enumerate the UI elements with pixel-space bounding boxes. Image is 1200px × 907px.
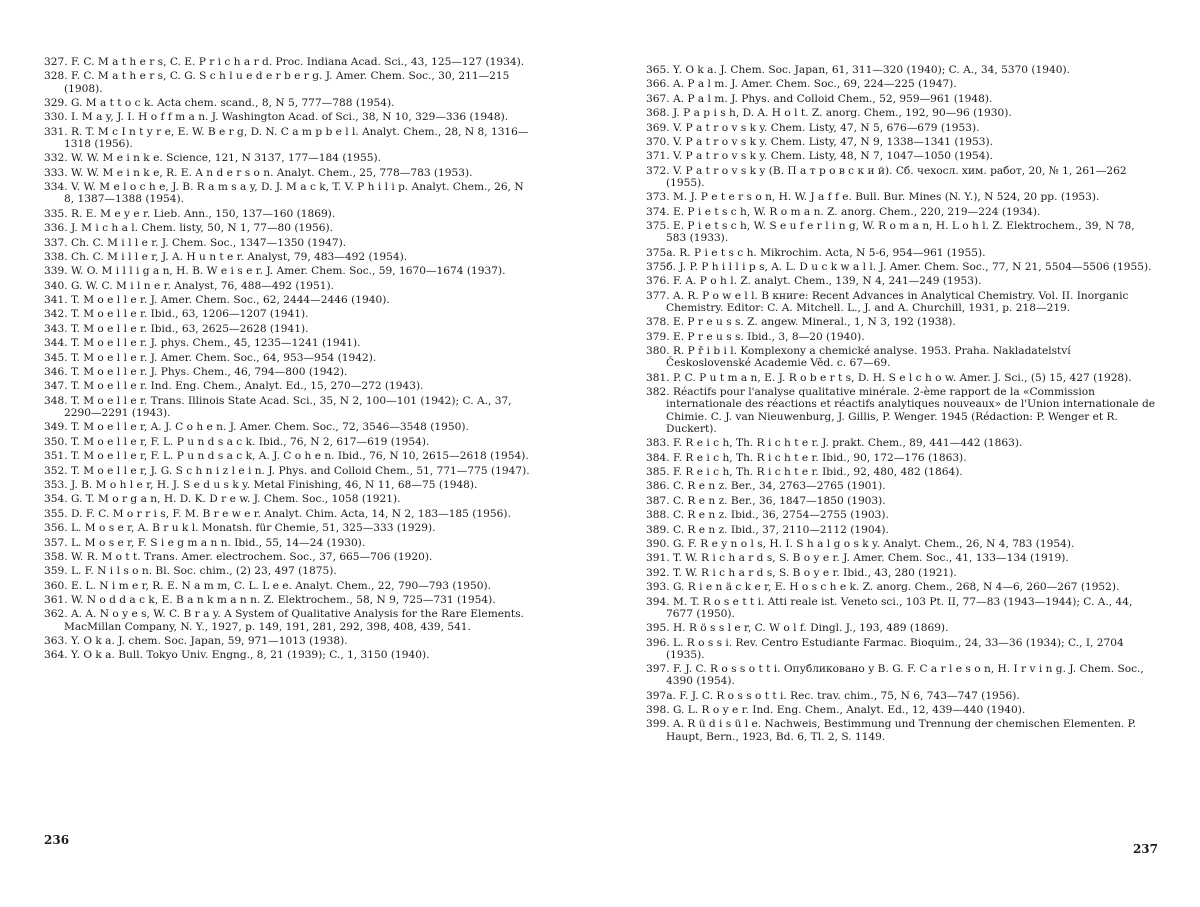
reference-text: T. W. R i c h a r d s, S. B o y e r. Ibid., 43, 280 (1921). xyxy=(672,566,957,579)
reference-entry xyxy=(44,436,534,448)
reference-text: I. M a y, J. I. H o f f m a n. J. Washington Acad. of Sci., 38, N 10, 329—336 (1948). xyxy=(70,111,509,124)
reference-text: T. M o e l l e r. Ind. Eng. Chem., Analyt. Ed., 15, 270—272 (1943). xyxy=(70,380,424,393)
reference-text: A. R. P o w e l l. В книге: Recent Advances in Analytical Chemistry. Vol. II. Inorganic Chemistry. Editor: C. A. Mitchell. L., J. and A. Churchill, 1931, p. 218—219. xyxy=(666,289,1129,315)
reference-number: 382. xyxy=(646,386,670,399)
reference-number: 335. xyxy=(44,207,68,220)
reference-number: 383. xyxy=(646,437,670,450)
reference-number: 392. xyxy=(646,566,670,579)
reference-number: 386. xyxy=(646,480,670,493)
reference-number: 359. xyxy=(44,565,68,578)
reference-number: 356. xyxy=(44,522,68,535)
reference-number: 343. xyxy=(44,322,68,335)
reference-entry xyxy=(44,70,534,94)
page-number: 236 xyxy=(44,833,70,847)
reference-number: 390. xyxy=(646,537,670,550)
reference-number: 352. xyxy=(44,464,68,477)
reference-entry xyxy=(646,509,1158,521)
reference-number: 395. xyxy=(646,622,670,635)
reference-text: F. J. C. R o s s o t t i. Опубликовано у В. G. F. C a r l e s o n, H. I r v i n g. J. Chem. Soc., 4390 (1954). xyxy=(666,663,1144,688)
reference-number: 371. xyxy=(646,150,670,163)
reference-text: F. A. P o h l. Z. analyt. Chem., 139, N 4, 241—249 (1953). xyxy=(672,275,982,288)
reference-entry xyxy=(646,704,1158,716)
reference-entry xyxy=(646,165,1158,189)
reference-entry xyxy=(44,551,534,563)
reference-text: F. R e i c h, Th. R i c h t e r. Ibid., 92, 480, 482 (1864). xyxy=(672,466,963,479)
reference-number: 370. xyxy=(646,135,670,148)
reference-entry xyxy=(646,386,1158,435)
reference-text: V. P a t r o v s k y. Chem. Listy, 47, N 5, 676—679 (1953). xyxy=(672,121,980,134)
reference-text: W. R. M o t t. Trans. Amer. electrochem. Soc., 37, 665—706 (1920). xyxy=(70,550,433,563)
reference-number: 372. xyxy=(646,164,670,177)
reference-entry xyxy=(44,280,534,292)
reference-text: Réactifs pour l'analyse qualitative minérale. 2-ème rapport de la «Commission internationale des réactions et réactifs analytiques nouveaux» de l'Union internationale de Chimie. C. J. van Nieuwenburg, J. Gillis, P. Wenger. 1945 (Rédaction: P. Wenger et R. Duckert). xyxy=(666,386,1156,435)
reference-entry xyxy=(44,649,534,661)
reference-text: V. W. M e l o c h e, J. B. R a m s a y, D. J. M a c k, T. V. P h i l i p. Analyt. Chem., 26, N 8, 1387—1388 (1954). xyxy=(64,181,524,206)
reference-text: T. M o e l l e r. J. Amer. Chem. Soc., 62, 2444—2446 (1940). xyxy=(70,294,390,307)
reference-text: L. M o s e r, A. B r u k l. Monatsh. für Chemie, 51, 325—333 (1929). xyxy=(70,522,436,535)
reference-number: 398. xyxy=(646,704,670,717)
reference-entry xyxy=(646,480,1158,492)
reference-number: 332. xyxy=(44,152,68,165)
reference-number: 331. xyxy=(44,125,68,138)
reference-number: 354. xyxy=(44,493,68,506)
reference-number: 366. xyxy=(646,78,670,91)
reference-number: 364. xyxy=(44,649,68,662)
reference-number: 397a. xyxy=(646,689,676,702)
reference-number: 353. xyxy=(44,478,68,491)
reference-entry xyxy=(646,122,1158,134)
reference-number: 330. xyxy=(44,111,68,124)
reference-entry xyxy=(646,637,1158,661)
reference-number: 368. xyxy=(646,107,670,120)
reference-text: E. P r e u s s. Z. angew. Mineral., 1, N 3, 192 (1938). xyxy=(672,316,956,329)
reference-entry xyxy=(44,167,534,179)
reference-number: 333. xyxy=(44,166,68,179)
reference-entry xyxy=(44,208,534,220)
reference-text: E. P i e t s c h, W. S e u f e r l i n g, W. R o m a n, H. L o h l. Z. Elektrochem., 39, N 78, 583 (1933). xyxy=(666,220,1135,245)
reference-entry xyxy=(646,552,1158,564)
reference-number: 377. xyxy=(646,289,670,302)
reference-text: L. F. N i l s o n. Bl. Soc. chim., (2) 23, 497 (1875). xyxy=(70,565,337,578)
reference-entry xyxy=(44,421,534,433)
reference-entry xyxy=(646,466,1158,478)
reference-entry xyxy=(44,265,534,277)
reference-text: E. P i e t s c h, W. R o m a n. Z. anorg. Chem., 220, 219—224 (1934). xyxy=(672,205,1041,218)
reference-text: V. P a t r o v s k y. Chem. Listy, 48, N 7, 1047—1050 (1954). xyxy=(672,150,993,163)
reference-text: R. E. M e y e r. Lieb. Ann., 150, 137—160 (1869). xyxy=(70,207,336,220)
reference-number: 362. xyxy=(44,608,68,621)
reference-number: 380. xyxy=(646,345,670,358)
reference-entry xyxy=(44,152,534,164)
reference-entry xyxy=(646,718,1158,742)
reference-entry xyxy=(646,567,1158,579)
reference-entry xyxy=(44,522,534,534)
reference-text: T. M o e l l e r, A. J. C o h e n. J. Amer. Chem. Soc., 72, 3546—3548 (1950). xyxy=(70,421,469,434)
reference-entry xyxy=(44,126,534,150)
reference-entry xyxy=(44,222,534,234)
reference-text: V. P a t r o v s k y. Chem. Listy, 47, N 9, 1338—1341 (1953). xyxy=(672,135,993,148)
reference-text: C. R e n z. Ibid., 36, 2754—2755 (1903). xyxy=(672,509,889,522)
reference-entry xyxy=(646,261,1158,273)
reference-text: G. R i e n ä c k e r, E. H o s c h e k. Z. anorg. Chem., 268, N 4—6, 260—267 (1952). xyxy=(672,581,1120,594)
reference-entry xyxy=(44,181,534,205)
reference-number: 357. xyxy=(44,536,68,549)
reference-text: G. W. C. M i l n e r. Analyst, 76, 488—492 (1951). xyxy=(70,279,335,292)
reference-entry xyxy=(646,150,1158,162)
reference-number: 351. xyxy=(44,450,68,463)
reference-entry xyxy=(646,690,1158,702)
reference-text: F. J. C. R o s s o t t i. Rec. trav. chim., 75, N 6, 743—747 (1956). xyxy=(679,689,1020,702)
reference-number: 345. xyxy=(44,351,68,364)
reference-text: V. P a t r o v s k y (В. П а т р о в с к и й). Сб. чехосл. хим. работ, 20, № 1, 261—262 (1955). xyxy=(666,164,1127,189)
reference-number: 376. xyxy=(646,275,670,288)
reference-number: 344. xyxy=(44,337,68,350)
reference-entry xyxy=(646,290,1158,314)
reference-number: 347. xyxy=(44,380,68,393)
reference-text: F. R e i c h, Th. R i c h t e r. Ibid., 90, 172—176 (1863). xyxy=(672,451,967,464)
reference-text: J. P a p i s h, D. A. H o l t. Z. anorg. Chem., 192, 90—96 (1930). xyxy=(672,107,1012,120)
reference-entry xyxy=(646,275,1158,287)
reference-text: A. A. N o y e s, W. C. B r a y. A System of Qualitative Analysis for the Rare Elements. MacMillan Company, N. Y., 1927, p. 149, 191, 281, 292, 398, 408, 439, 541. xyxy=(64,608,524,633)
reference-text: T. M o e l l e r. J. Amer. Chem. Soc., 64, 953—954 (1942). xyxy=(70,351,377,364)
reference-number: 337. xyxy=(44,236,68,249)
reference-text: T. M o e l l e r. Ibid., 63, 1206—1207 (1941). xyxy=(70,308,309,321)
reference-number: 358. xyxy=(44,550,68,563)
reference-text: L. M o s e r, F. S i e g m a n n. Ibid., 55, 14—24 (1930). xyxy=(70,536,366,549)
reference-number: 327. xyxy=(44,56,68,68)
reference-entry xyxy=(646,538,1158,550)
reference-text: R. T. M c I n t y r e, E. W. B e r g, D. N. C a m p b e l l. Analyt. Chem., 28, N 8, 1316—1318 (1956). xyxy=(64,125,529,150)
reference-text: Ch. C. M i l l e r, J. A. H u n t e r. Analyst, 79, 483—492 (1954). xyxy=(70,250,408,263)
reference-number: 394. xyxy=(646,595,670,608)
reference-number: 375. xyxy=(646,220,670,233)
reference-entry xyxy=(44,337,534,349)
reference-entry xyxy=(646,206,1158,218)
reference-text: L. R o s s i. Rev. Centro Estudiante Farmac. Bioquim., 24, 33—36 (1934); C., I, 2704 (1935). xyxy=(666,636,1124,661)
reference-number: 363. xyxy=(44,635,68,648)
reference-entry xyxy=(646,372,1158,384)
reference-text: W. W. M e i n k e. Science, 121, N 3137, 177—184 (1955). xyxy=(70,152,381,165)
reference-entry xyxy=(646,581,1158,593)
reference-entry xyxy=(44,493,534,505)
reference-entry xyxy=(44,565,534,577)
reference-entry xyxy=(44,56,534,68)
reference-text: J. P. P h i l l i p s, A. L. D u c k w a l l. J. Amer. Chem. Soc., 77, N 21, 5504—5506 (1955). xyxy=(679,261,1152,274)
reference-entry xyxy=(646,316,1158,328)
reference-entry xyxy=(44,580,534,592)
reference-entry xyxy=(646,596,1158,620)
reference-entry xyxy=(44,366,534,378)
reference-number: 384. xyxy=(646,451,670,464)
reference-entry xyxy=(646,524,1158,536)
reference-number: 379. xyxy=(646,330,670,343)
reference-text: T. M o e l l e r, J. G. S c h n i z l e i n. J. Phys. and Colloid Chem., 51, 771—775 (1947). xyxy=(70,464,530,477)
reference-number: 341. xyxy=(44,294,68,307)
reference-text: Ch. C. M i l l e r. J. Chem. Soc., 1347—1350 (1947). xyxy=(70,236,347,249)
reference-entry xyxy=(646,107,1158,119)
reference-entry xyxy=(44,635,534,647)
reference-entry xyxy=(44,395,534,419)
reference-text: T. M o e l l e r. J. Phys. Chem., 46, 794—800 (1942). xyxy=(70,366,348,379)
reference-text: W. N o d d a c k, E. B a n k m a n n. Z. Elektrochem., 58, N 9, 725—731 (1954). xyxy=(70,594,496,607)
reference-text: A. R ü d i s ü l e. Nachweis, Bestimmung und Trennung der chemischen Elementen. P. Haupt, Bern., 1923, Bd. 6, Tl. 2, S. 1149. xyxy=(666,718,1136,743)
reference-entry xyxy=(44,97,534,109)
reference-list xyxy=(44,56,534,664)
reference-entry xyxy=(646,437,1158,449)
reference-number: 349. xyxy=(44,421,68,434)
reference-number: 399. xyxy=(646,718,670,731)
reference-number: 355. xyxy=(44,507,68,520)
reference-text: C. R e n z. Ibid., 37, 2110—2112 (1904). xyxy=(672,523,889,536)
reference-number: 348. xyxy=(44,394,68,407)
reference-text: G. T. M o r g a n, H. D. K. D r e w. J. Chem. Soc., 1058 (1921). xyxy=(70,493,401,506)
reference-number: 387. xyxy=(646,494,670,507)
reference-number: 367. xyxy=(646,92,670,105)
reference-entry xyxy=(44,237,534,249)
reference-number: 397. xyxy=(646,663,670,676)
reference-text: E. L. N i m e r, R. E. N a m m, C. L. L e e. Analyt. Chem., 22, 790—793 (1950). xyxy=(70,579,491,592)
reference-number: 334. xyxy=(44,181,68,194)
reference-entry xyxy=(646,247,1158,259)
reference-number: 365. xyxy=(646,64,670,76)
reference-entry xyxy=(44,111,534,123)
reference-text: G. M a t t o c k. Acta chem. scand., 8, N 5, 777—788 (1954). xyxy=(70,96,395,109)
reference-entry xyxy=(646,220,1158,244)
reference-number: 360. xyxy=(44,579,68,592)
reference-number: 373. xyxy=(646,191,670,204)
reference-entry xyxy=(646,622,1158,634)
reference-number: 339. xyxy=(44,265,68,278)
reference-number: 329. xyxy=(44,96,68,109)
reference-text: M. T. R o s e t t i. Atti reale ist. Veneto sci., 103 Pt. II, 77—83 (1943—1944); C. A., 44, 7677 (1950). xyxy=(666,595,1133,620)
reference-text: W. W. M e i n k e, R. E. A n d e r s o n. Analyt. Chem., 25, 778—783 (1953). xyxy=(70,166,473,179)
reference-number: 393. xyxy=(646,581,670,594)
reference-entry xyxy=(44,450,534,462)
reference-number: 375a. xyxy=(646,246,676,259)
reference-entry xyxy=(646,452,1158,464)
reference-text: T. M o e l l e r, F. L. P u n d s a c k. Ibid., 76, N 2, 617—619 (1954). xyxy=(70,435,430,448)
reference-number: 374. xyxy=(646,205,670,218)
reference-number: 361. xyxy=(44,594,68,607)
reference-number: 350. xyxy=(44,435,68,448)
reference-text: T. M o e l l e r. J. phys. Chem., 45, 1235—1241 (1941). xyxy=(70,337,361,350)
reference-number: 375б. xyxy=(646,261,676,274)
reference-entry xyxy=(44,537,534,549)
reference-text: M. J. P e t e r s o n, H. W. J a f f e. Bull. Bur. Mines (N. Y.), N 524, 20 pp. (1953). xyxy=(672,191,1100,204)
reference-text: D. F. C. M o r r i s, F. M. B r e w e r. Analyt. Chim. Acta, 14, N 2, 183—185 (1956). xyxy=(70,507,511,520)
reference-entry xyxy=(44,308,534,320)
reference-text: C. R e n z. Ber., 36, 1847—1850 (1903). xyxy=(672,494,886,507)
reference-entry xyxy=(44,352,534,364)
reference-text: A. P a l m. J. Phys. and Colloid Chem., 52, 959—961 (1948). xyxy=(672,92,993,105)
reference-entry xyxy=(44,608,534,632)
reference-text: G. F. R e y n o l s, H. I. S h a l g o s k y. Analyt. Chem., 26, N 4, 783 (1954). xyxy=(672,537,1075,550)
reference-text: H. R ö s s l e r, C. W o l f. Dingl. J., 193, 489 (1869). xyxy=(672,622,949,635)
reference-text: W. O. M i l l i g a n, H. B. W e i s e r. J. Amer. Chem. Soc., 59, 1670—1674 (1937). xyxy=(70,265,506,278)
reference-text: T. M o e l l e r. Trans. Illinois State Acad. Sci., 35, N 2, 100—101 (1942); C. A., 37, 2290—2291 (1943). xyxy=(64,394,512,420)
reference-number: 388. xyxy=(646,509,670,522)
reference-number: 385. xyxy=(646,466,670,479)
reference-entry xyxy=(44,251,534,263)
reference-number: 340. xyxy=(44,279,68,292)
reference-entry xyxy=(646,64,1158,76)
reference-entry xyxy=(646,663,1158,687)
reference-text: Y. O k a. J. chem. Soc. Japan, 59, 971—1013 (1938). xyxy=(70,635,348,648)
reference-text: A. P a l m. J. Amer. Chem. Soc., 69, 224—225 (1947). xyxy=(672,78,957,91)
reference-number: 389. xyxy=(646,523,670,536)
reference-text: R. P ř i b i l. Komplexony a chemické analyse. 1953. Praha. Nakladatelství Československé Academie Věd. c. 67—69. xyxy=(666,345,1071,370)
reference-number: 381. xyxy=(646,371,670,384)
reference-text: J. M i c h a l. Chem. listy, 50, N 1, 77—80 (1956). xyxy=(70,222,333,235)
reference-entry xyxy=(646,191,1158,203)
reference-number: 338. xyxy=(44,250,68,263)
reference-text: G. L. R o y e r. Ind. Eng. Chem., Analyt. Ed., 12, 439—440 (1940). xyxy=(672,704,1026,717)
reference-text: F. C. M a t h e r s, C. G. S c h l u e d e r b e r g. J. Amer. Chem. Soc., 30, 211—215 (1908). xyxy=(64,70,510,95)
reference-list xyxy=(646,64,1158,745)
reference-text: J. B. M o h l e r, H. J. S e d u s k y. Metal Finishing, 46, N 11, 68—75 (1948). xyxy=(70,478,478,491)
reference-entry xyxy=(44,508,534,520)
reference-number: 346. xyxy=(44,366,68,379)
reference-entry xyxy=(44,479,534,491)
reference-text: Y. O k a. J. Chem. Soc. Japan, 61, 311—320 (1940); C. A., 34, 5370 (1940). xyxy=(672,64,1071,76)
reference-entry xyxy=(44,294,534,306)
reference-number: 396. xyxy=(646,636,670,649)
reference-entry xyxy=(646,136,1158,148)
reference-text: T. M o e l l e r. Ibid., 63, 2625—2628 (1941). xyxy=(70,322,309,335)
reference-text: T. M o e l l e r, F. L. P u n d s a c k, A. J. C o h e n. Ibid., 76, N 10, 2615—2618 (1954). xyxy=(70,450,529,463)
reference-number: 391. xyxy=(646,552,670,565)
reference-entry xyxy=(646,345,1158,369)
reference-entry xyxy=(646,93,1158,105)
reference-number: 342. xyxy=(44,308,68,321)
reference-text: F. R e i c h, Th. R i c h t e r. J. prakt. Chem., 89, 441—442 (1863). xyxy=(672,437,1023,450)
reference-number: 378. xyxy=(646,316,670,329)
reference-text: F. C. M a t h e r s, C. E. P r i c h a r d. Proc. Indiana Acad. Sci., 43, 125—127 (1934). xyxy=(70,56,525,68)
reference-number: 336. xyxy=(44,222,68,235)
reference-number: 369. xyxy=(646,121,670,134)
reference-entry xyxy=(44,323,534,335)
reference-entry xyxy=(44,594,534,606)
reference-entry xyxy=(646,495,1158,507)
reference-text: P. C. P u t m a n, E. J. R o b e r t s, D. H. S e l c h o w. Amer. J. Sci., (5) 15, 427 (1928). xyxy=(672,371,1132,384)
reference-number: 328. xyxy=(44,70,68,83)
reference-entry xyxy=(44,465,534,477)
page-number: 237 xyxy=(1132,842,1158,856)
reference-entry xyxy=(646,331,1158,343)
reference-text: Y. O k a. Bull. Tokyo Univ. Engng., 8, 21 (1939); C., 1, 3150 (1940). xyxy=(70,649,430,662)
reference-entry xyxy=(44,380,534,392)
reference-text: C. R e n z. Ber., 34, 2763—2765 (1901). xyxy=(672,480,886,493)
reference-text: R. P i e t s c h. Mikrochim. Acta, N 5-6, 954—961 (1955). xyxy=(679,246,986,259)
reference-entry xyxy=(646,78,1158,90)
reference-text: E. P r e u s s. Ibid., 3, 8—20 (1940). xyxy=(672,330,865,343)
reference-text: T. W. R i c h a r d s, S. B o y e r. J. Amer. Chem. Soc., 41, 133—134 (1919). xyxy=(672,552,1069,565)
